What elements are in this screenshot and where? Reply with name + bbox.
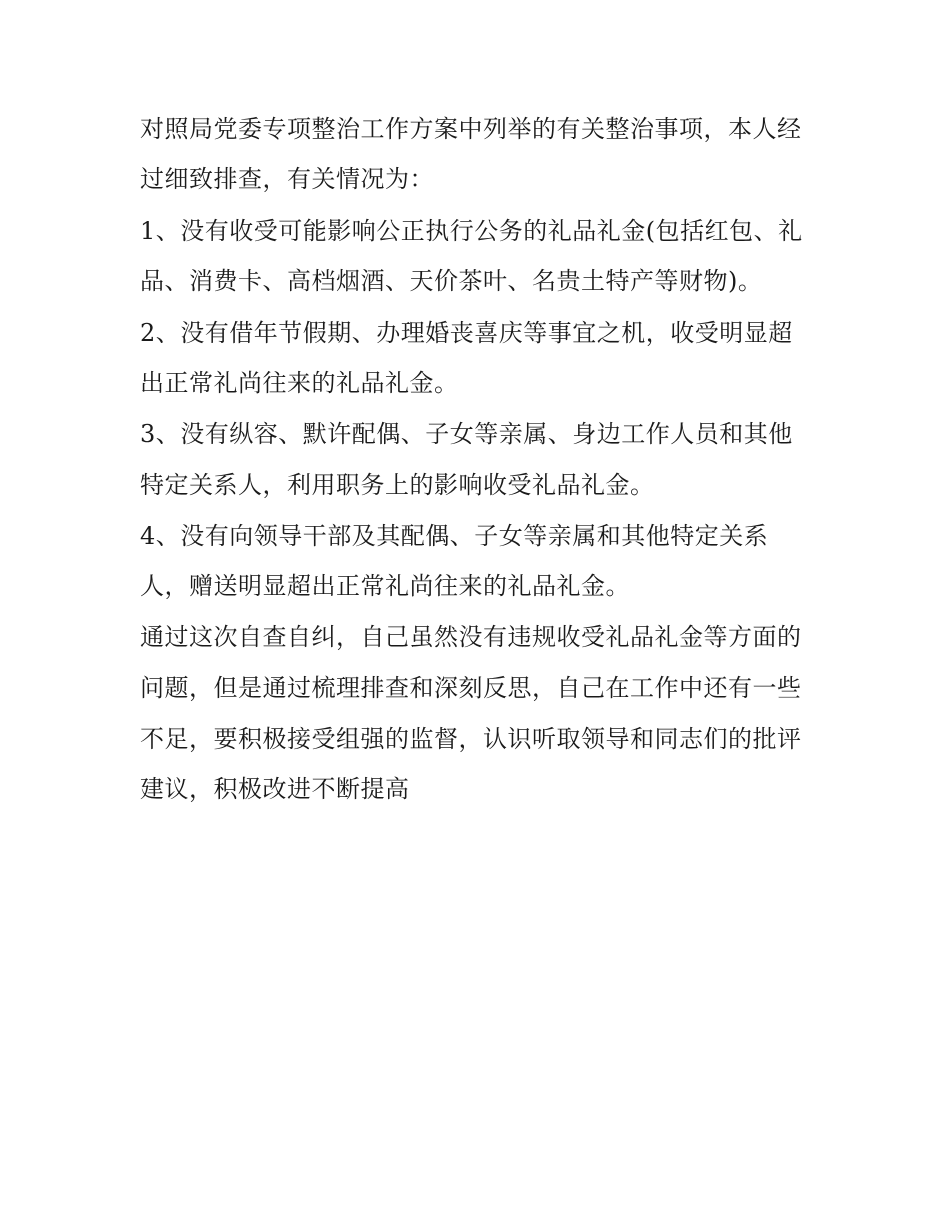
text-line: 1、没有收受可能影响公正执行公务的礼品礼金(包括红包、礼	[140, 217, 803, 245]
text-line: 对照局党委专项整治工作方案中列举的有关整治事项，本人经	[140, 115, 802, 143]
text-line: 建议，积极改进不断提高	[140, 775, 410, 803]
text-line: 出正常礼尚往来的礼品礼金。	[140, 369, 459, 397]
text-line: 问题，但是通过梳理排查和深刻反思，自己在工作中还有一些	[140, 674, 802, 702]
text-line: 4、没有向领导干部及其配偶、子女等亲属和其他特定关系	[140, 522, 769, 550]
text-line: 不足，要积极接受组强的监督，认识听取领导和同志们的批评	[140, 725, 802, 753]
text-line: 3、没有纵容、默许配偶、子女等亲属、身边工作人员和其他	[140, 420, 793, 448]
text-line: 过细致排查，有关情况为：	[140, 165, 434, 193]
text-line: 特定关系人，利用职务上的影响收受礼品礼金。	[140, 471, 655, 499]
text-line: 通过这次自查自纠，自己虽然没有违规收受礼品礼金等方面的	[140, 623, 802, 651]
text-line: 2、没有借年节假期、办理婚丧喜庆等事宜之机，收受明显超	[140, 319, 793, 347]
text-line: 品、消费卡、高档烟酒、天价茶叶、名贵土特产等财物)。	[140, 267, 763, 295]
text-line: 人，赠送明显超出正常礼尚往来的礼品礼金。	[140, 572, 630, 600]
